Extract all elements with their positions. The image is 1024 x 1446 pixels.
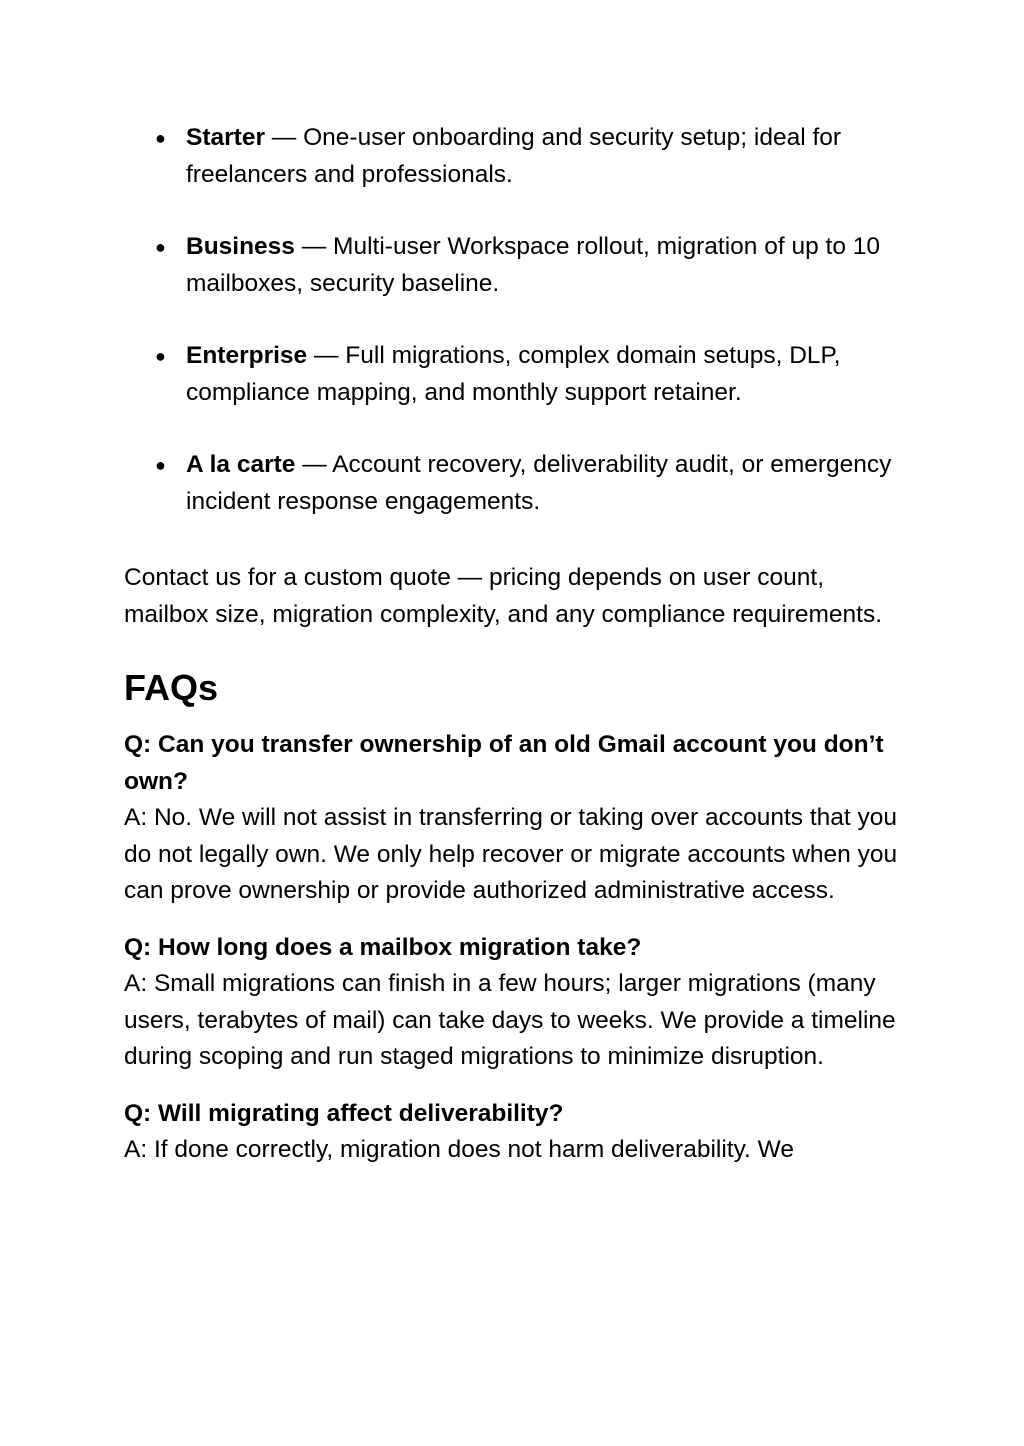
bullet-icon: ● [155,128,166,148]
plan-description: — One‑user onboarding and security setup; ideal for freelancers and professionals. [186,124,842,188]
plan-item-enterprise [124,338,904,411]
plan-item-business [124,229,904,302]
plan-name: Enterprise [186,342,308,369]
plan-item-a-la-carte [124,447,904,520]
faq-answer: A: No. We will not assist in transferring or taking over accounts that you do not legally own. We only help recover or migrate accounts when you can prove ownership or provide authorized administrative access. [124,804,898,904]
bullet-icon: ● [155,237,166,257]
plan-description: — Full migrations, complex domain setups, DLP, compliance mapping, and monthly support retainer. [186,342,841,406]
faq-item [124,1096,904,1169]
pricing-plan-list [124,120,904,520]
faq-question: Q: Can you transfer ownership of an old Gmail account you don’t own? [124,731,884,795]
faq-heading: FAQs [124,667,219,708]
plan-item-starter [124,120,904,193]
plan-name: Starter [186,124,265,151]
bullet-icon: ● [155,346,166,366]
plan-description: — Multi‑user Workspace rollout, migration of up to 10 mailboxes, security baseline. [186,233,881,297]
plan-name: A la carte [186,451,296,478]
faq-item [124,930,904,1076]
faq-question: Q: Will migrating affect deliverability? [124,1099,564,1127]
faq-answer: A: Small migrations can finish in a few hours; larger migrations (many users, terabytes of mail) can take days to weeks. We provide a timeline during scoping and run staged migrations to minimize disruption. [124,970,896,1070]
faq-answer: A: If done correctly, migration does not harm deliverability. We [124,1136,794,1163]
plan-name: Business [186,233,295,260]
plan-description: — Account recovery, deliverability audit, or emergency incident response engagements. [186,451,892,515]
contact-paragraph: Contact us for a custom quote — pricing depends on user count, mailbox size, migration complexity, and any compliance requirements. [124,564,883,628]
faq-question: Q: How long does a mailbox migration take? [124,933,642,961]
bullet-icon: ● [155,455,166,475]
document-page [124,120,904,1189]
faq-item [124,727,904,910]
